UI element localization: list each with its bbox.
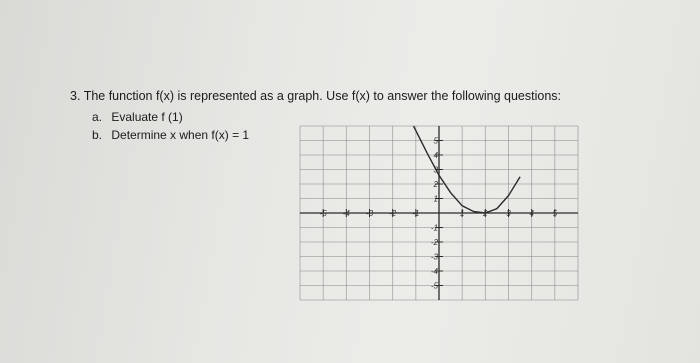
x-tick-label: 3 bbox=[506, 209, 511, 218]
part-a-label: a. bbox=[92, 110, 103, 124]
y-tick-label: 1 bbox=[433, 194, 438, 204]
x-tick-label: 5 bbox=[552, 209, 558, 218]
x-tick-label: -3 bbox=[365, 209, 374, 218]
x-tick-label: -2 bbox=[389, 209, 397, 218]
y-tick-label: -4 bbox=[430, 267, 438, 276]
x-tick-label: 4 bbox=[529, 209, 534, 218]
x-tick-label: 1 bbox=[459, 209, 465, 218]
y-tick-label: -3 bbox=[430, 252, 438, 262]
y-tick-label: -1 bbox=[430, 223, 438, 233]
x-tick-label: -1 bbox=[412, 209, 420, 218]
y-tick-label: 5 bbox=[433, 136, 438, 146]
y-tick-label: 2 bbox=[433, 180, 438, 189]
part-a-text: Evaluate f (1) bbox=[111, 110, 183, 124]
y-tick-label: 4 bbox=[433, 151, 438, 160]
question-text: The function f(x) is represented as a graph. Use f(x) to answer the following questions: bbox=[83, 89, 562, 103]
x-tick-label: 2 bbox=[483, 209, 488, 218]
y-tick-label: 3 bbox=[433, 165, 438, 175]
x-tick-label: -5 bbox=[319, 209, 327, 218]
part-b-label: b. bbox=[92, 128, 103, 142]
x-tick-label: -4 bbox=[342, 209, 350, 218]
question-number: 3. bbox=[70, 89, 81, 103]
y-tick-label: -5 bbox=[430, 281, 438, 291]
y-tick-label: -2 bbox=[430, 238, 438, 247]
part-b-text: Determine x when f(x) = 1 bbox=[111, 128, 250, 142]
